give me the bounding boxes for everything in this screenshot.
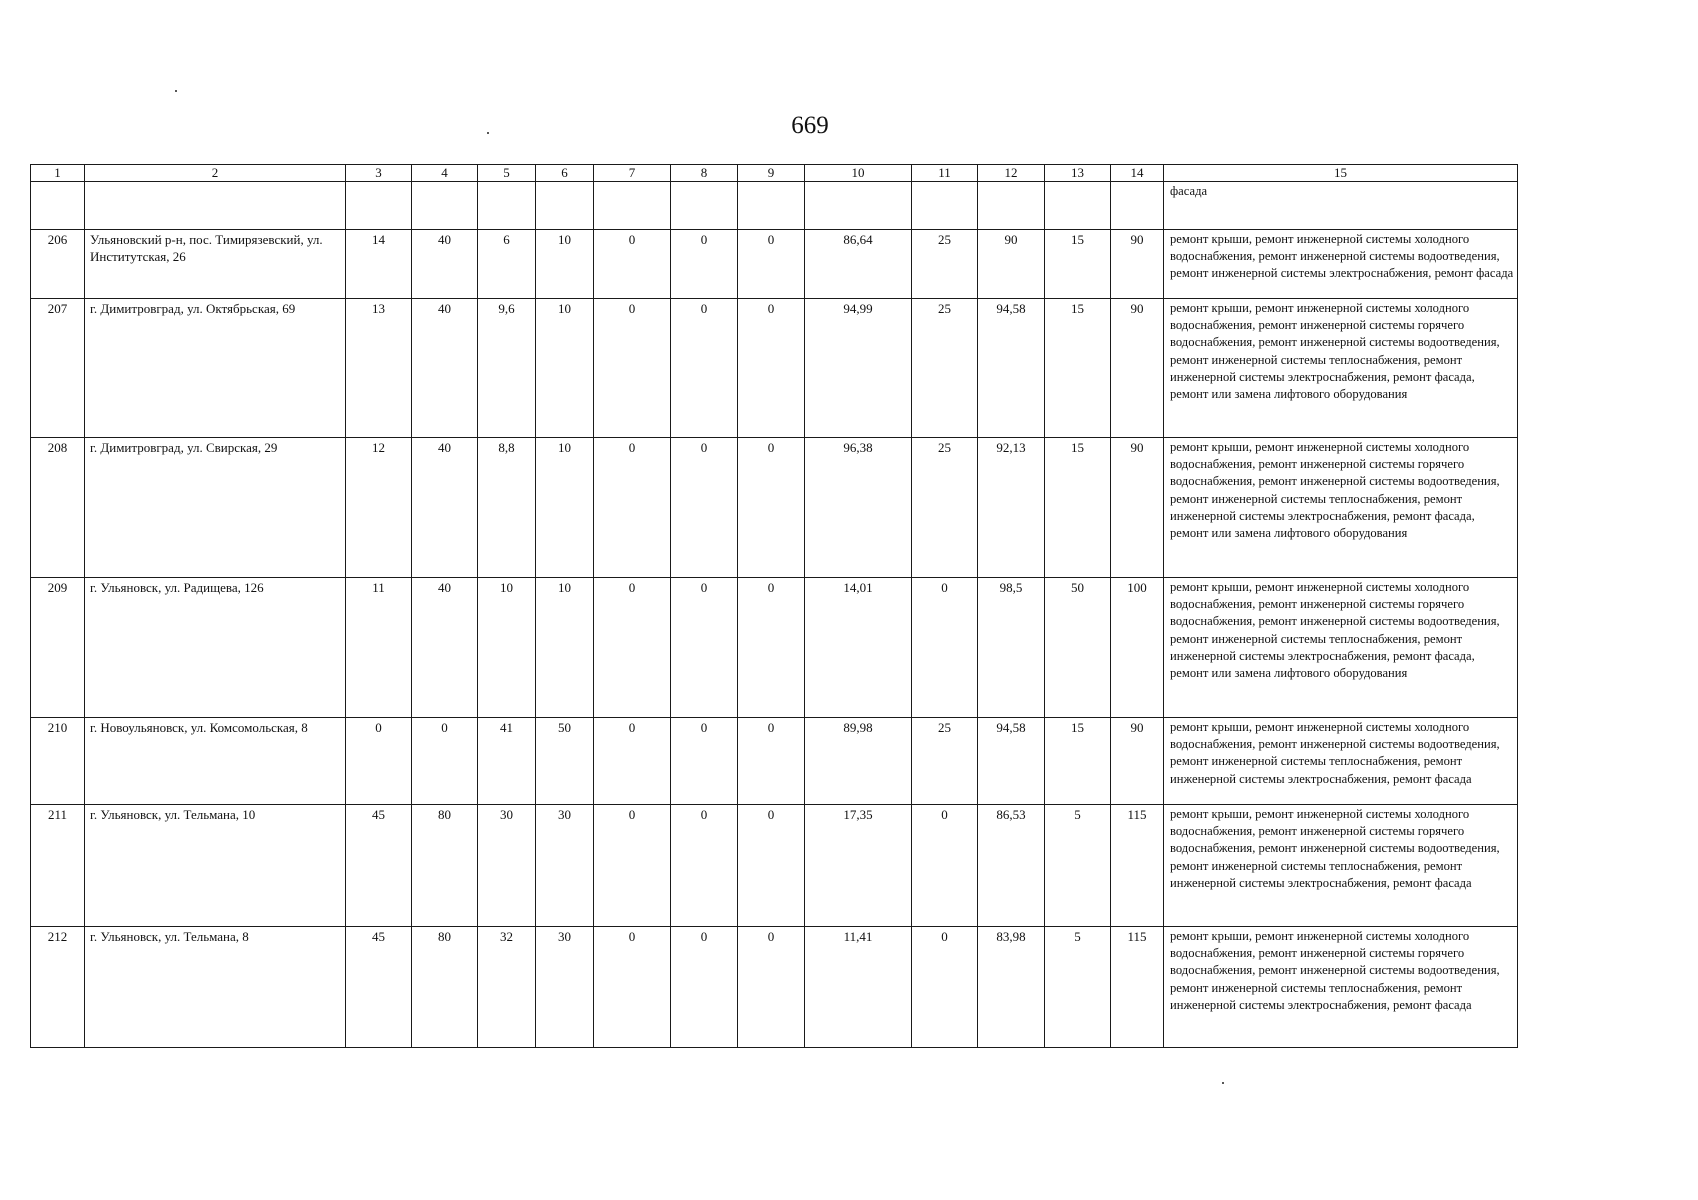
cell-value: 0 [671, 299, 738, 438]
cell-value: 13 [346, 299, 412, 438]
cell-value: 86,53 [978, 805, 1045, 927]
cell-value: 80 [412, 805, 478, 927]
cell-value: 89,98 [805, 718, 912, 805]
cell-value: 0 [346, 718, 412, 805]
column-header: 2 [85, 165, 346, 182]
cell-value: 115 [1111, 805, 1164, 927]
cell-value: 30 [536, 805, 594, 927]
table-row [31, 927, 1518, 1048]
cell-value: 0 [738, 578, 805, 718]
cell-value: 15 [1045, 438, 1111, 578]
cell-value [738, 182, 805, 230]
cell-value: 15 [1045, 299, 1111, 438]
cell-address: г. Ульяновск, ул. Тельмана, 10 [85, 805, 346, 927]
cell-row-number: 212 [31, 927, 85, 1048]
column-header: 5 [478, 165, 536, 182]
cell-works-list: ремонт крыши, ремонт инженерной системы холодного водоснабжения, ремонт инженерной системы водоотведения, ремонт инженерной системы электроснабжения, ремонт фасада [1164, 230, 1518, 299]
cell-address: г. Ульяновск, ул. Радищева, 126 [85, 578, 346, 718]
cell-value: 10 [536, 578, 594, 718]
cell-value: 0 [594, 805, 671, 927]
cell-value: 50 [536, 718, 594, 805]
cell-row-number [31, 182, 85, 230]
cell-value: 17,35 [805, 805, 912, 927]
cell-row-number: 211 [31, 805, 85, 927]
cell-value: 40 [412, 578, 478, 718]
table-row [31, 299, 1518, 438]
cell-works-list: ремонт крыши, ремонт инженерной системы холодного водоснабжения, ремонт инженерной системы горячего водоснабжения, ремонт инженерной системы водоотведения, ремонт инженерной системы теплоснабжения, ремонт инженерной системы электроснабжения, ремонт фасада, ремонт или замена лифтового оборудования [1164, 299, 1518, 438]
cell-row-number: 209 [31, 578, 85, 718]
column-header: 15 [1164, 165, 1518, 182]
scan-speck [487, 132, 489, 134]
cell-works-list: фасада [1164, 182, 1518, 230]
cell-value: 10 [478, 578, 536, 718]
column-header: 1 [31, 165, 85, 182]
cell-value: 11,41 [805, 927, 912, 1048]
table-row [31, 438, 1518, 578]
cell-value: 15 [1045, 230, 1111, 299]
carry-over-row [31, 182, 1518, 230]
cell-value [912, 182, 978, 230]
cell-value: 40 [412, 230, 478, 299]
scan-speck [1222, 1082, 1224, 1084]
cell-address: г. Димитровград, ул. Октябрьская, 69 [85, 299, 346, 438]
cell-value [1045, 182, 1111, 230]
cell-value: 14 [346, 230, 412, 299]
cell-row-number: 210 [31, 718, 85, 805]
page-number: 669 [791, 112, 829, 139]
cell-value: 0 [738, 299, 805, 438]
cell-value: 0 [738, 230, 805, 299]
cell-value: 0 [671, 718, 738, 805]
cell-value: 0 [671, 805, 738, 927]
cell-value: 0 [912, 927, 978, 1048]
cell-value: 0 [671, 438, 738, 578]
cell-value: 0 [912, 578, 978, 718]
table-row [31, 805, 1518, 927]
column-header: 4 [412, 165, 478, 182]
cell-value: 12 [346, 438, 412, 578]
table-row [31, 230, 1518, 299]
cell-address: г. Димитровград, ул. Свирская, 29 [85, 438, 346, 578]
cell-value: 94,58 [978, 299, 1045, 438]
cell-value: 0 [594, 438, 671, 578]
column-header: 6 [536, 165, 594, 182]
cell-works-list: ремонт крыши, ремонт инженерной системы холодного водоснабжения, ремонт инженерной системы водоотведения, ремонт инженерной системы теплоснабжения, ремонт инженерной системы электроснабжения, ремонт фасада [1164, 718, 1518, 805]
cell-value [478, 182, 536, 230]
cell-value: 40 [412, 438, 478, 578]
cell-value: 100 [1111, 578, 1164, 718]
cell-value [536, 182, 594, 230]
cell-row-number: 206 [31, 230, 85, 299]
cell-address [85, 182, 346, 230]
cell-row-number: 208 [31, 438, 85, 578]
cell-value: 45 [346, 805, 412, 927]
table-row [31, 578, 1518, 718]
scan-speck [175, 90, 177, 92]
cell-works-list: ремонт крыши, ремонт инженерной системы холодного водоснабжения, ремонт инженерной системы горячего водоснабжения, ремонт инженерной системы водоотведения, ремонт инженерной системы теплоснабжения, ремонт инженерной системы электроснабжения, ремонт фасада [1164, 805, 1518, 927]
column-header: 8 [671, 165, 738, 182]
cell-value [978, 182, 1045, 230]
cell-works-list: ремонт крыши, ремонт инженерной системы холодного водоснабжения, ремонт инженерной системы горячего водоснабжения, ремонт инженерной системы водоотведения, ремонт инженерной системы теплоснабжения, ремонт инженерной системы электроснабжения, ремонт фасада [1164, 927, 1518, 1048]
cell-value: 90 [1111, 299, 1164, 438]
cell-value [412, 182, 478, 230]
cell-value: 25 [912, 718, 978, 805]
cell-value: 10 [536, 438, 594, 578]
table-row [31, 718, 1518, 805]
cell-value: 0 [594, 927, 671, 1048]
column-header: 9 [738, 165, 805, 182]
cell-value: 0 [594, 718, 671, 805]
cell-value: 15 [1045, 718, 1111, 805]
cell-value: 8,8 [478, 438, 536, 578]
cell-value: 25 [912, 230, 978, 299]
cell-value: 45 [346, 927, 412, 1048]
cell-value: 0 [594, 299, 671, 438]
cell-address: Ульяновский р-н, пос. Тимирязевский, ул. Институтская, 26 [85, 230, 346, 299]
cell-value: 6 [478, 230, 536, 299]
cell-value [1111, 182, 1164, 230]
cell-value: 90 [1111, 438, 1164, 578]
cell-value: 41 [478, 718, 536, 805]
cell-value [671, 182, 738, 230]
cell-value: 5 [1045, 927, 1111, 1048]
cell-value: 0 [671, 578, 738, 718]
cell-value: 80 [412, 927, 478, 1048]
cell-value: 115 [1111, 927, 1164, 1048]
cell-value: 0 [671, 230, 738, 299]
cell-value: 30 [478, 805, 536, 927]
cell-value: 0 [671, 927, 738, 1048]
cell-value: 0 [912, 805, 978, 927]
cell-value: 94,99 [805, 299, 912, 438]
cell-value: 0 [738, 805, 805, 927]
cell-value: 92,13 [978, 438, 1045, 578]
cell-value: 25 [912, 438, 978, 578]
cell-address: г. Ульяновск, ул. Тельмана, 8 [85, 927, 346, 1048]
cell-value: 0 [594, 230, 671, 299]
cell-value: 30 [536, 927, 594, 1048]
column-header: 13 [1045, 165, 1111, 182]
cell-value: 10 [536, 299, 594, 438]
cell-value: 9,6 [478, 299, 536, 438]
cell-works-list: ремонт крыши, ремонт инженерной системы холодного водоснабжения, ремонт инженерной системы горячего водоснабжения, ремонт инженерной системы водоотведения, ремонт инженерной системы теплоснабжения, ремонт инженерной системы электроснабжения, ремонт фасада, ремонт или замена лифтового оборудования [1164, 438, 1518, 578]
cell-value: 94,58 [978, 718, 1045, 805]
cell-value: 32 [478, 927, 536, 1048]
column-header: 10 [805, 165, 912, 182]
cell-value: 0 [412, 718, 478, 805]
cell-value: 0 [594, 578, 671, 718]
cell-value: 14,01 [805, 578, 912, 718]
cell-works-list: ремонт крыши, ремонт инженерной системы холодного водоснабжения, ремонт инженерной системы горячего водоснабжения, ремонт инженерной системы водоотведения, ремонт инженерной системы теплоснабжения, ремонт инженерной системы электроснабжения, ремонт фасада, ремонт или замена лифтового оборудования [1164, 578, 1518, 718]
cell-value [346, 182, 412, 230]
column-header: 3 [346, 165, 412, 182]
cell-row-number: 207 [31, 299, 85, 438]
column-header: 14 [1111, 165, 1164, 182]
repair-program-table [30, 164, 1518, 1048]
cell-value: 50 [1045, 578, 1111, 718]
cell-address: г. Новоульяновск, ул. Комсомольская, 8 [85, 718, 346, 805]
cell-value: 90 [1111, 230, 1164, 299]
column-header: 7 [594, 165, 671, 182]
column-header: 12 [978, 165, 1045, 182]
cell-value: 0 [738, 718, 805, 805]
cell-value: 10 [536, 230, 594, 299]
cell-value: 0 [738, 927, 805, 1048]
cell-value: 98,5 [978, 578, 1045, 718]
cell-value: 90 [978, 230, 1045, 299]
cell-value: 25 [912, 299, 978, 438]
cell-value: 86,64 [805, 230, 912, 299]
column-header: 11 [912, 165, 978, 182]
cell-value [594, 182, 671, 230]
column-number-row [31, 165, 1518, 182]
cell-value: 0 [738, 438, 805, 578]
cell-value: 90 [1111, 718, 1164, 805]
cell-value: 83,98 [978, 927, 1045, 1048]
cell-value: 11 [346, 578, 412, 718]
cell-value: 5 [1045, 805, 1111, 927]
cell-value: 40 [412, 299, 478, 438]
cell-value: 96,38 [805, 438, 912, 578]
cell-value [805, 182, 912, 230]
